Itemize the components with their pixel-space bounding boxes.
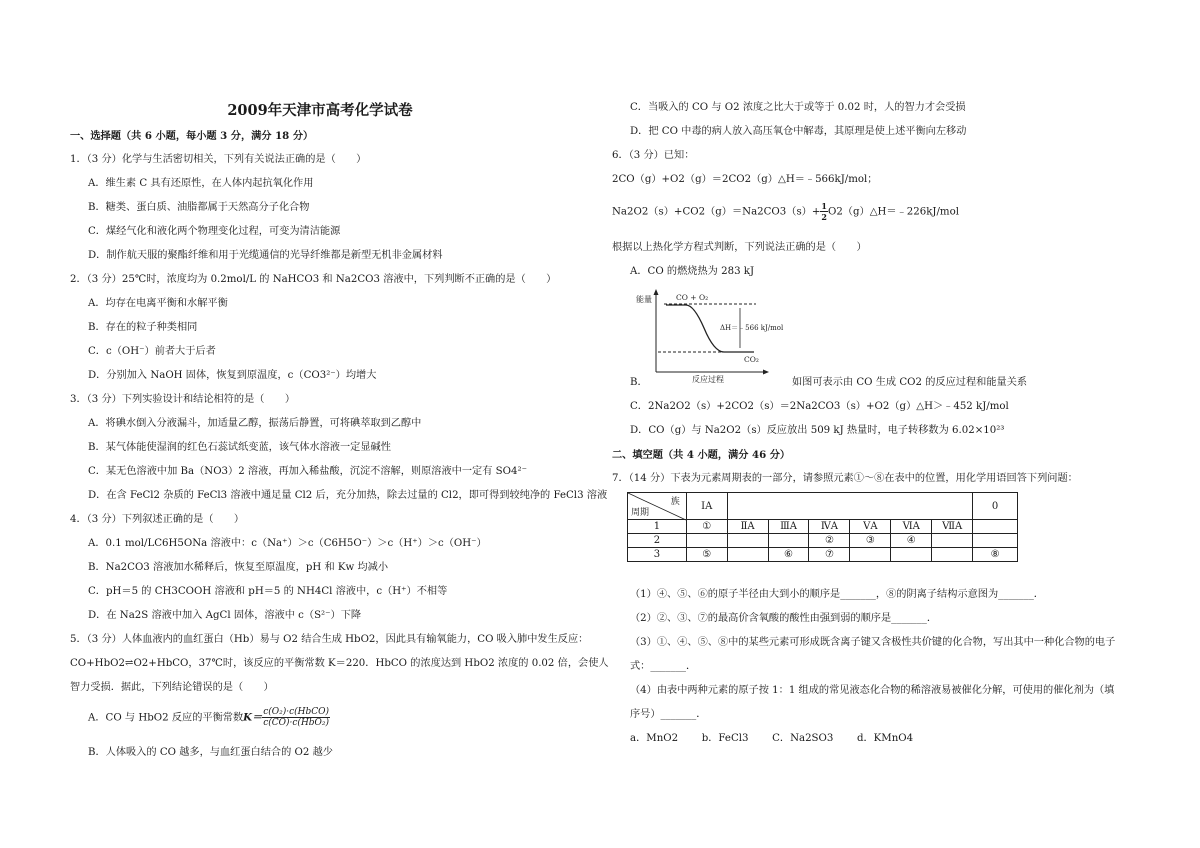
left-line: C．c（OH⁻）前者大于后者: [88, 346, 216, 357]
diagram-y-arrow: [654, 289, 659, 295]
right-line: C．当吸入的 CO 与 O2 浓度之比大于或等于 0.02 时，人的智力才会受损: [630, 102, 966, 113]
left-line: C．某无色溶液中加 Ba（NO3）2 溶液，再加入稀盐酸，沉淀不溶解，则原溶液中一定有 SO4²⁻: [88, 466, 527, 477]
group-iia: ⅡA: [727, 520, 768, 534]
right-line: C．2Na2O2（s）+2CO2（s）＝2Na2CO3（s）+O2（g）△H＞﹣452 kJ/mol: [630, 401, 1009, 412]
right-line: 如图可表示由 CO 生成 CO2 的反应过程和能量关系: [792, 377, 1028, 388]
right-line: 式：_______．: [630, 661, 697, 672]
header-spacer: [727, 493, 972, 520]
left-line: C．煤经气化和液化两个物理变化过程，可变为清洁能源: [88, 226, 341, 237]
left-line: 2．（3 分）25℃时，浓度均为 0.2mol/L 的 NaHCO3 和 Na2CO3 溶液中，下列判断不正确的是（ ）: [70, 274, 557, 285]
left-line: CO+HbO2⇌O2+HbCO，37℃时，该反应的平衡常数 K＝220．HbCO 的浓度达到 HbO2 浓度的 0.02 倍，会使人: [70, 658, 609, 669]
right-line: B．: [630, 377, 648, 388]
left-line: 4．（3 分）下列叙述正确的是（ ）: [70, 514, 245, 525]
right-line: 6．（3 分）已知：: [612, 150, 695, 161]
row3-iva: ⑦: [809, 548, 850, 562]
page-title: 2009年天津市高考化学试卷: [227, 102, 413, 119]
header-zero: 0: [973, 493, 1018, 520]
row1-zero: [973, 520, 1018, 534]
row1-period: 1: [628, 520, 687, 534]
right-line: 7．（14 分）下表为元素周期表的一部分，请参照元素①～⑧在表中的位置，用化学用语回答下列问题：: [612, 473, 1078, 484]
row3-period: 3: [628, 548, 687, 562]
right-line: （3）①、④、⑤、⑧中的某些元素可形成既含离子键又含极性共价键的化合物，写出其中一种化合物的电子: [630, 637, 1116, 648]
q5-fraction-numerator: c(O₂)·c(HbCO): [263, 707, 330, 717]
q6-equation-2: [612, 201, 959, 222]
diagram-bottom-label: CO₂: [744, 355, 759, 364]
q5-option-a: [88, 707, 330, 728]
left-line: A．维生素 C 具有还原性，在人体内起抗氧化作用: [88, 178, 314, 189]
left-line: 智力受损．据此，下列结论错误的是（ ）: [70, 682, 274, 693]
left-line: 3．（3 分）下列实验设计和结论相符的是（ ）: [70, 394, 296, 405]
table-corner-cell: [628, 493, 687, 520]
left-line: B．存在的粒子种类相同: [88, 322, 198, 333]
header-zu: 族: [670, 497, 680, 507]
right-line: D．CO（g）与 Na2O2（s）反应放出 509 kJ 热量时，电子转移数为 6.02×10²³: [630, 425, 1005, 436]
header-ia: ⅠA: [686, 493, 727, 520]
left-line: D．在 Na2S 溶液中加入 AgCl 固体，溶液中 c（S²⁻）下降: [88, 610, 362, 621]
right-line: 序号）_______．: [630, 709, 707, 720]
row2-va: ③: [850, 534, 891, 548]
diagram-x-arrow: [763, 370, 769, 375]
row2-iiia: [768, 534, 809, 548]
row3-va: [850, 548, 891, 562]
q6-eq2-prefix: Na2O2（s）+CO2（g）＝Na2CO3（s）+: [612, 206, 821, 218]
left-line: A．均存在电离平衡和水解平衡: [88, 298, 228, 309]
row3-iiia: ⑥: [768, 548, 809, 562]
row3-via: [891, 548, 932, 562]
right-line: D．把 CO 中毒的病人放入高压氧仓中解毒，其原理是使上述平衡向左移动: [630, 126, 967, 137]
group-viia: ⅦA: [932, 520, 973, 534]
left-line: B．Na2CO3 溶液加水稀释后，恢复至原温度，pH 和 Kw 均减小: [88, 562, 389, 573]
q6-eq2-denominator: 2: [821, 212, 827, 222]
row3-ia: ⑤: [686, 548, 727, 562]
right-line: 根据以上热化学方程式判断，下列说法正确的是（ ）: [612, 242, 867, 253]
left-line: C．pH＝5 的 CH3COOH 溶液和 pH＝5 的 NH4Cl 溶液中，c（H⁺）不相等: [88, 586, 448, 597]
right-line: （4）由表中两种元素的原子按 1：1 组成的常见液态化合物的稀溶液易被催化分解，可使用的催化剂为（填: [630, 685, 1115, 696]
q5-k-symbol: K＝: [243, 711, 263, 724]
row2-viia: [932, 534, 973, 548]
left-line: B．某气体能使湿润的红色石蕊试纸变蓝，该气体水溶液一定显碱性: [88, 442, 391, 453]
diagram-ylabel: 能量: [636, 295, 652, 304]
right-line: 二、填空题（共 4 小题，满分 46 分）: [612, 449, 791, 461]
group-iva: ⅣA: [809, 520, 850, 534]
header-zhouqi: 周期: [631, 508, 650, 518]
energy-diagram: [636, 288, 784, 384]
row2-ia: [686, 534, 727, 548]
left-line: B．糖类、蛋白质、油脂都属于天然高分子化合物: [88, 202, 310, 213]
q5-fraction: [262, 707, 330, 728]
left-line: A．将碘水倒入分液漏斗，加适量乙醇，振荡后静置，可将碘萃取到乙醇中: [88, 418, 422, 429]
q6-eq2-suffix: O2（g）△H＝﹣226kJ/mol: [827, 206, 959, 218]
left-line: 1．（3 分）化学与生活密切相关，下列有关说法正确的是（ ）: [70, 154, 367, 165]
row3-iia: [727, 548, 768, 562]
left-line: D．制作航天服的聚酯纤维和用于光缆通信的光导纤维都是新型无机非金属材料: [88, 250, 443, 261]
row3-zero: ⑧: [973, 548, 1018, 562]
right-line: （1）④、⑤、⑥的原子半径由大到小的顺序是_______，⑧的阴离子结构示意图为_______．: [630, 589, 1044, 600]
right-line: 2CO（g）+O2（g）＝2CO2（g）△H＝﹣566kJ/mol；: [612, 174, 878, 185]
diagram-top-label: CO + O₂: [676, 293, 709, 302]
row3-viia: [932, 548, 973, 562]
q6-eq2-numerator: 1: [821, 201, 827, 211]
row2-zero: [973, 534, 1018, 548]
right-line: A．CO 的燃烧热为 283 kJ: [630, 266, 755, 277]
row2-via: ④: [891, 534, 932, 548]
group-va: ⅤA: [850, 520, 891, 534]
row2-period: 2: [628, 534, 687, 548]
q6-eq2-fraction: [820, 201, 828, 222]
q5-fraction-denominator: c(CO)·c(HbO₂): [263, 718, 330, 728]
row1-ia: ①: [686, 520, 727, 534]
q5-option-a-text: A．CO 与 HbO2 反应的平衡常数: [88, 712, 244, 724]
diagram-xlabel: 反应过程: [692, 375, 724, 384]
row2-iia: [727, 534, 768, 548]
right-line: （2）②、③、⑦的最高价含氧酸的酸性由强到弱的顺序是_______．: [630, 613, 938, 624]
group-via: ⅥA: [891, 520, 932, 534]
left-line: B．人体吸入的 CO 越多，与血红蛋白结合的 O2 越少: [88, 747, 333, 758]
diagram-dh-label: ΔH＝﹣566 kJ/mol: [720, 324, 784, 332]
left-line: D．分别加入 NaOH 固体，恢复到原温度，c（CO3²⁻）均增大: [88, 370, 377, 381]
left-line: 5．（3 分）人体血液内的血红蛋白（Hb）易与 O2 结合生成 HbO2，因此具有输氧能力，CO 吸入肺中发生反应：: [70, 634, 589, 645]
left-line: A．0.1 mol/LC6H5ONa 溶液中：c（Na⁺）＞c（C6H5O⁻）＞c（H⁺）＞c（OH⁻）: [88, 538, 487, 549]
left-line: D．在含 FeCl2 杂质的 FeCl3 溶液中通足量 Cl2 后，充分加热，除去过量的 Cl2，即可得到较纯净的 FeCl3 溶液: [88, 490, 608, 501]
periodic-table: [627, 492, 1018, 562]
group-iiia: ⅢA: [768, 520, 809, 534]
right-line: a．MnO2 b．FeCl3 C．Na2SO3 d．KMnO4: [630, 733, 914, 744]
left-line: 一、选择题（共 6 小题，每小题 3 分，满分 18 分）: [70, 130, 314, 142]
row2-iva: ②: [809, 534, 850, 548]
